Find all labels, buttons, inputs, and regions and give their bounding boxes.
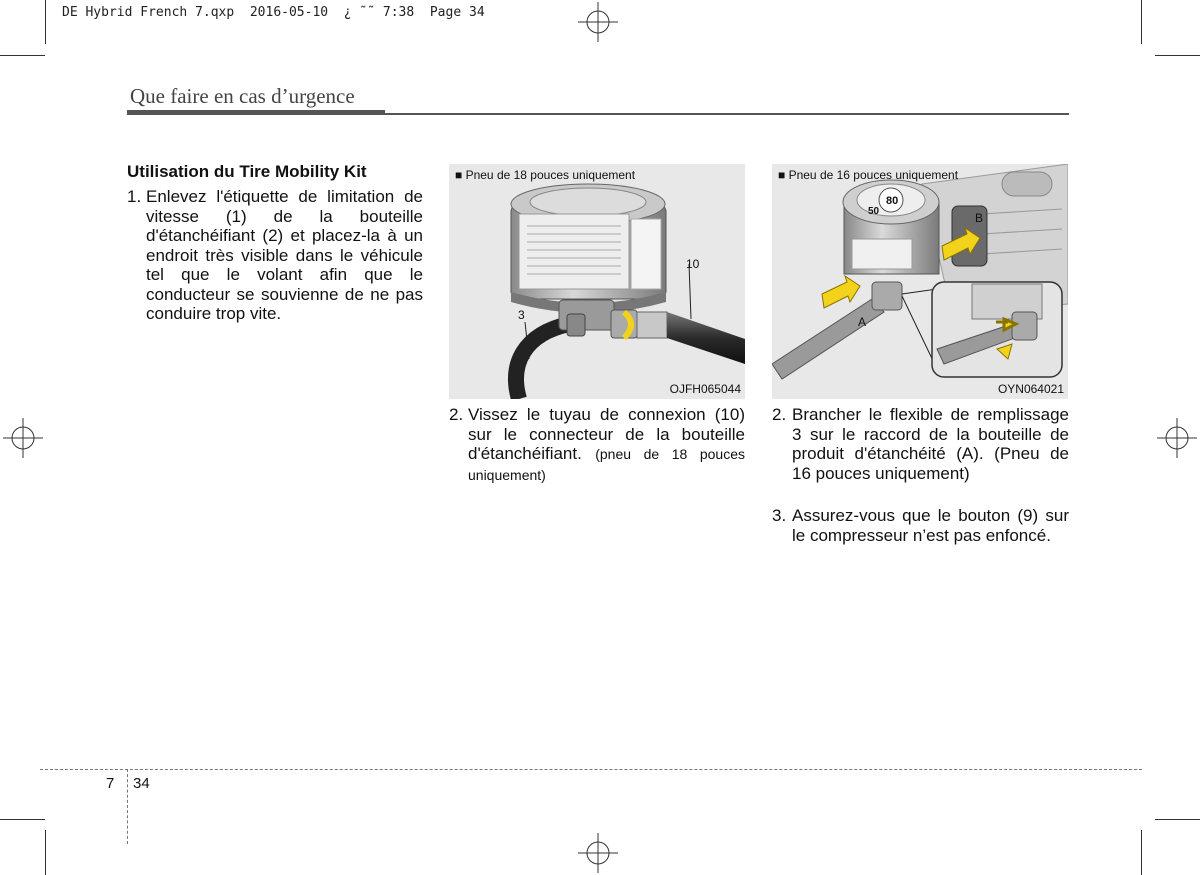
crop-mark (1155, 55, 1200, 56)
registration-mark-icon (578, 833, 618, 873)
step-text: Brancher le flexible de remplissage 3 sur le raccord de la bouteille de produit d'étanchéité (A). (Pneu de 16 pouces uniquement) (792, 405, 1069, 483)
crop-mark (0, 819, 45, 820)
crop-mark (0, 55, 45, 56)
crop-mark (1141, 830, 1142, 875)
speed-label: 80 (886, 195, 899, 207)
step-number: 2. (449, 405, 464, 424)
print-slug: DE Hybrid French 7.qxp 2016-05-10 ¿ ˜˜ 7:38 Page 34 (62, 5, 485, 20)
figure-caption: ■ Pneu de 18 pouces uniquement (455, 168, 636, 182)
speed-label: 50 (868, 206, 880, 217)
page-number: 34 (133, 775, 150, 792)
registration-mark-icon (578, 2, 618, 42)
footer-rule (40, 769, 1142, 770)
crop-mark (45, 830, 46, 875)
title-rule (385, 113, 1069, 115)
step-text: Vissez le tuyau de connexion (10) sur le connecteur de la bouteille d'étanchéifiant. (468, 405, 745, 463)
step-2-figure1 (449, 405, 745, 485)
figure-code: OJFH065044 (669, 382, 741, 396)
callout-label: A (858, 315, 867, 329)
step-text: Enlevez l'étiquette de limitation de vitesse (1) de la bouteille d'étanchéifiant (2) et placez-la à un endroit très visible dans le véhicule tel que le volant afin que le conducteur se souvienne de ne pas conduire trop vite. (146, 187, 423, 323)
figure-caption: ■ Pneu de 16 pouces uniquement (778, 168, 959, 182)
callout-label: 10 (686, 257, 700, 271)
step-2-figure2 (772, 405, 1069, 483)
section-title: Que faire en cas d’urgence (130, 84, 355, 108)
registration-mark-icon (3, 418, 43, 458)
compressor-illustration (772, 164, 1068, 399)
step-note: (pneu de 18 pouces uniquement) (468, 446, 745, 483)
footer-rule (127, 769, 128, 844)
callout-label: B (975, 211, 984, 225)
figure-code: OYN064021 (997, 382, 1064, 396)
figure-sealant-hose (449, 164, 745, 399)
sealant-bottle-illustration (449, 164, 745, 399)
crop-mark (1155, 819, 1200, 820)
step-text: Assurez-vous que le bouton (9) sur le compresseur n’est pas enfoncé. (792, 506, 1069, 545)
step-number: 1. (127, 187, 142, 206)
callout-label: 3 (518, 308, 525, 322)
step-3 (772, 506, 1069, 545)
title-rule (127, 110, 385, 115)
registration-mark-icon (1157, 418, 1197, 458)
step-number: 3. (772, 506, 787, 525)
step-number: 2. (772, 405, 787, 424)
figure-compressor-hose (772, 164, 1068, 399)
crop-mark (45, 0, 46, 44)
crop-mark (1141, 0, 1142, 44)
chapter-number: 7 (106, 775, 115, 792)
step-1 (127, 187, 423, 324)
section-heading: Utilisation du Tire Mobility Kit (127, 162, 367, 181)
